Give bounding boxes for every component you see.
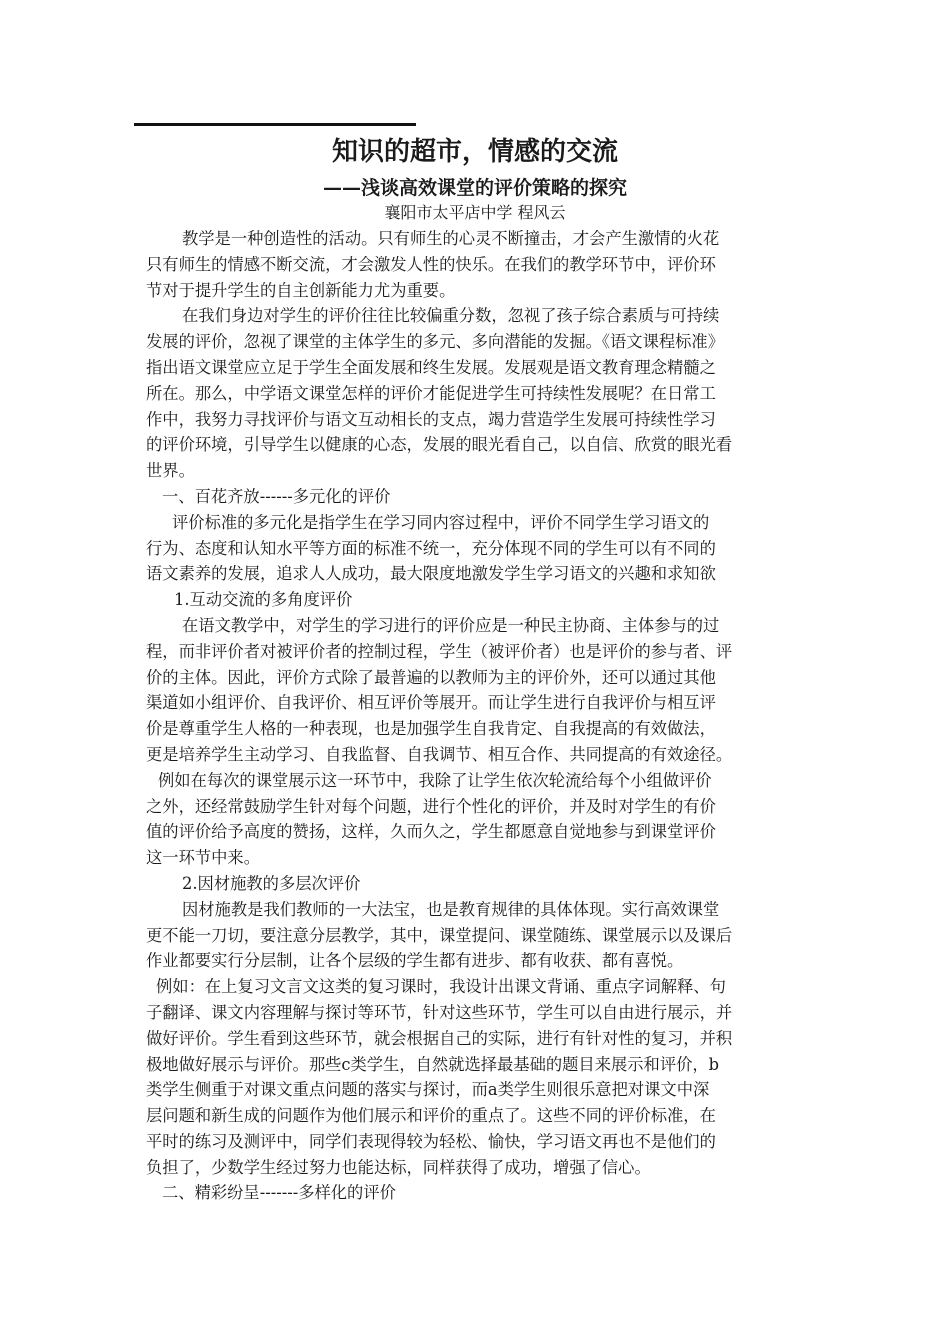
text-line: 语文素养的发展，追求人人成功，最大限度地激发学生学习语文的兴趣和求知欲 (146, 564, 716, 584)
text-line: 价的主体。因此，评价方式除了最普遍的以教师为主的评价外，还可以通过其他 (146, 667, 716, 687)
document-title: 知识的超市，情感的交流 (331, 137, 618, 167)
text-line: 平时的练习及测评中，同学们表现得较为轻松、愉快，学习语文再也不是他们的 (146, 1131, 716, 1151)
text-line: 的评价环境，引导学生以健康的心态，发展的眼光看自己，以自信、欣赏的眼光看 (146, 435, 733, 455)
text-line: 教学是一种创造性的活动。只有师生的心灵不断撞击，才会产生激情的火花 (182, 229, 720, 248)
header-rule (134, 123, 416, 126)
text-line: 指出语文课堂应立足于学生全面发展和终生发展。发展观是语文教育理念精髓之 (146, 357, 716, 377)
text-line: 节对于提升学生的自主创新能力尤为重要。 (146, 280, 456, 300)
text-line: 更不能一刀切，要注意分层教学，其中，课堂提问、课堂随练、课堂展示以及课后 (146, 925, 733, 945)
text-line: 做好评价。学生看到这些环节，就会根据自己的实际，进行有针对性的复习，并积 (146, 1028, 733, 1048)
text-line: 所在。那么，中学语文课堂怎样的评价才能促进学生可持续性发展呢？在日常工 (146, 383, 716, 403)
text-line: 更是培养学生主动学习、自我监督、自我调节、相互合作、共同提高的有效途径。 (146, 744, 733, 764)
text-line: 子翻译、课文内容理解与探讨等环节，针对这些环节，学生可以自由进行展示，并 (146, 1002, 733, 1022)
text-line: 极地做好展示与评价。那些c类学生，自然就选择最基础的题目来展示和评价，b (146, 1054, 720, 1074)
text-line: 渠道如小组评价、自我评价、相互评价等展开。而让学生进行自我评价与相互评 (146, 693, 716, 713)
text-line: 在语文教学中，对学生的学习进行的评价应是一种民主协商、主体参与的过 (182, 615, 720, 635)
text-line: 因材施教是我们教师的一大法宝，也是教育规律的具体体现。实行高效课堂 (182, 899, 720, 919)
text-line: 行为、态度和认知水平等方面的标准不统一，充分体现不同的学生可以有不同的 (146, 538, 716, 558)
text-line: 评价标准的多元化是指学生在学习同内容过程中，评价不同学生学习语文的 (172, 512, 710, 532)
text-line: 2.因材施教的多层次评价 (182, 873, 361, 893)
text-line: 之外，还经常鼓励学生针对每个问题，进行个性化的评价，并及时对学生的有价 (146, 796, 716, 816)
text-line: 二、精彩纷呈-------多样化的评价 (162, 1183, 396, 1203)
text-line: 负担了，少数学生经过努力也能达标，同样获得了成功，增强了信心。 (146, 1157, 651, 1177)
text-line: 发展的评价，忽视了课堂的主体学生的多元、多向潜能的发掘。《语文课程标准》 (146, 332, 724, 352)
text-line: 价是尊重学生人格的一种表现，也是加强学生自我肯定、自我提高的有效做法， (146, 719, 716, 739)
text-line: 这一环节中来。 (146, 848, 260, 868)
text-line: 层问题和新生成的问题作为他们展示和评价的重点了。这些不同的评价标准，在 (146, 1106, 716, 1126)
text-line: 1.互动交流的多角度评价 (174, 590, 353, 610)
text-line: 作中，我努力寻找评价与语文互动相长的支点，竭力营造学生发展可持续性学习 (146, 409, 716, 429)
text-line: 程，而非评价者对被评价者的控制过程，学生（被评价者）也是评价的参与者、评 (146, 641, 733, 661)
document-subtitle: ——浅谈高效课堂的评价策略的探究 (322, 177, 627, 199)
text-line: 只有师生的情感不断交流，才会激发人性的快乐。在我们的教学环节中，评价环 (146, 254, 716, 274)
author-line: 襄阳市太平店中学 程风云 (384, 203, 566, 222)
document-body (146, 226, 816, 1206)
text-line: 一、百花齐放------多元化的评价 (162, 486, 391, 506)
text-line: 值的评价给予高度的赞扬，这样，久而久之，学生都愿意自觉地参与到课堂评价 (146, 822, 716, 842)
text-line: 类学生侧重于对课文重点问题的落实与探讨，而a类学生则很乐意把对课文中深 (146, 1080, 710, 1100)
text-line: 作业都要实行分层制，让各个层级的学生都有进步、都有收获、都有喜悦。 (146, 951, 684, 971)
text-line: 例如：在上复习文言文这类的复习课时，我设计出课文背诵、重点字词解释、句 (156, 977, 726, 997)
text-line: 例如在每次的课堂展示这一环节中，我除了让学生依次轮流给每个小组做评价 (158, 770, 712, 790)
text-line: 在我们身边对学生的评价往往比较偏重分数，忽视了孩子综合素质与可持续 (182, 306, 720, 326)
text-line: 世界。 (146, 461, 195, 481)
